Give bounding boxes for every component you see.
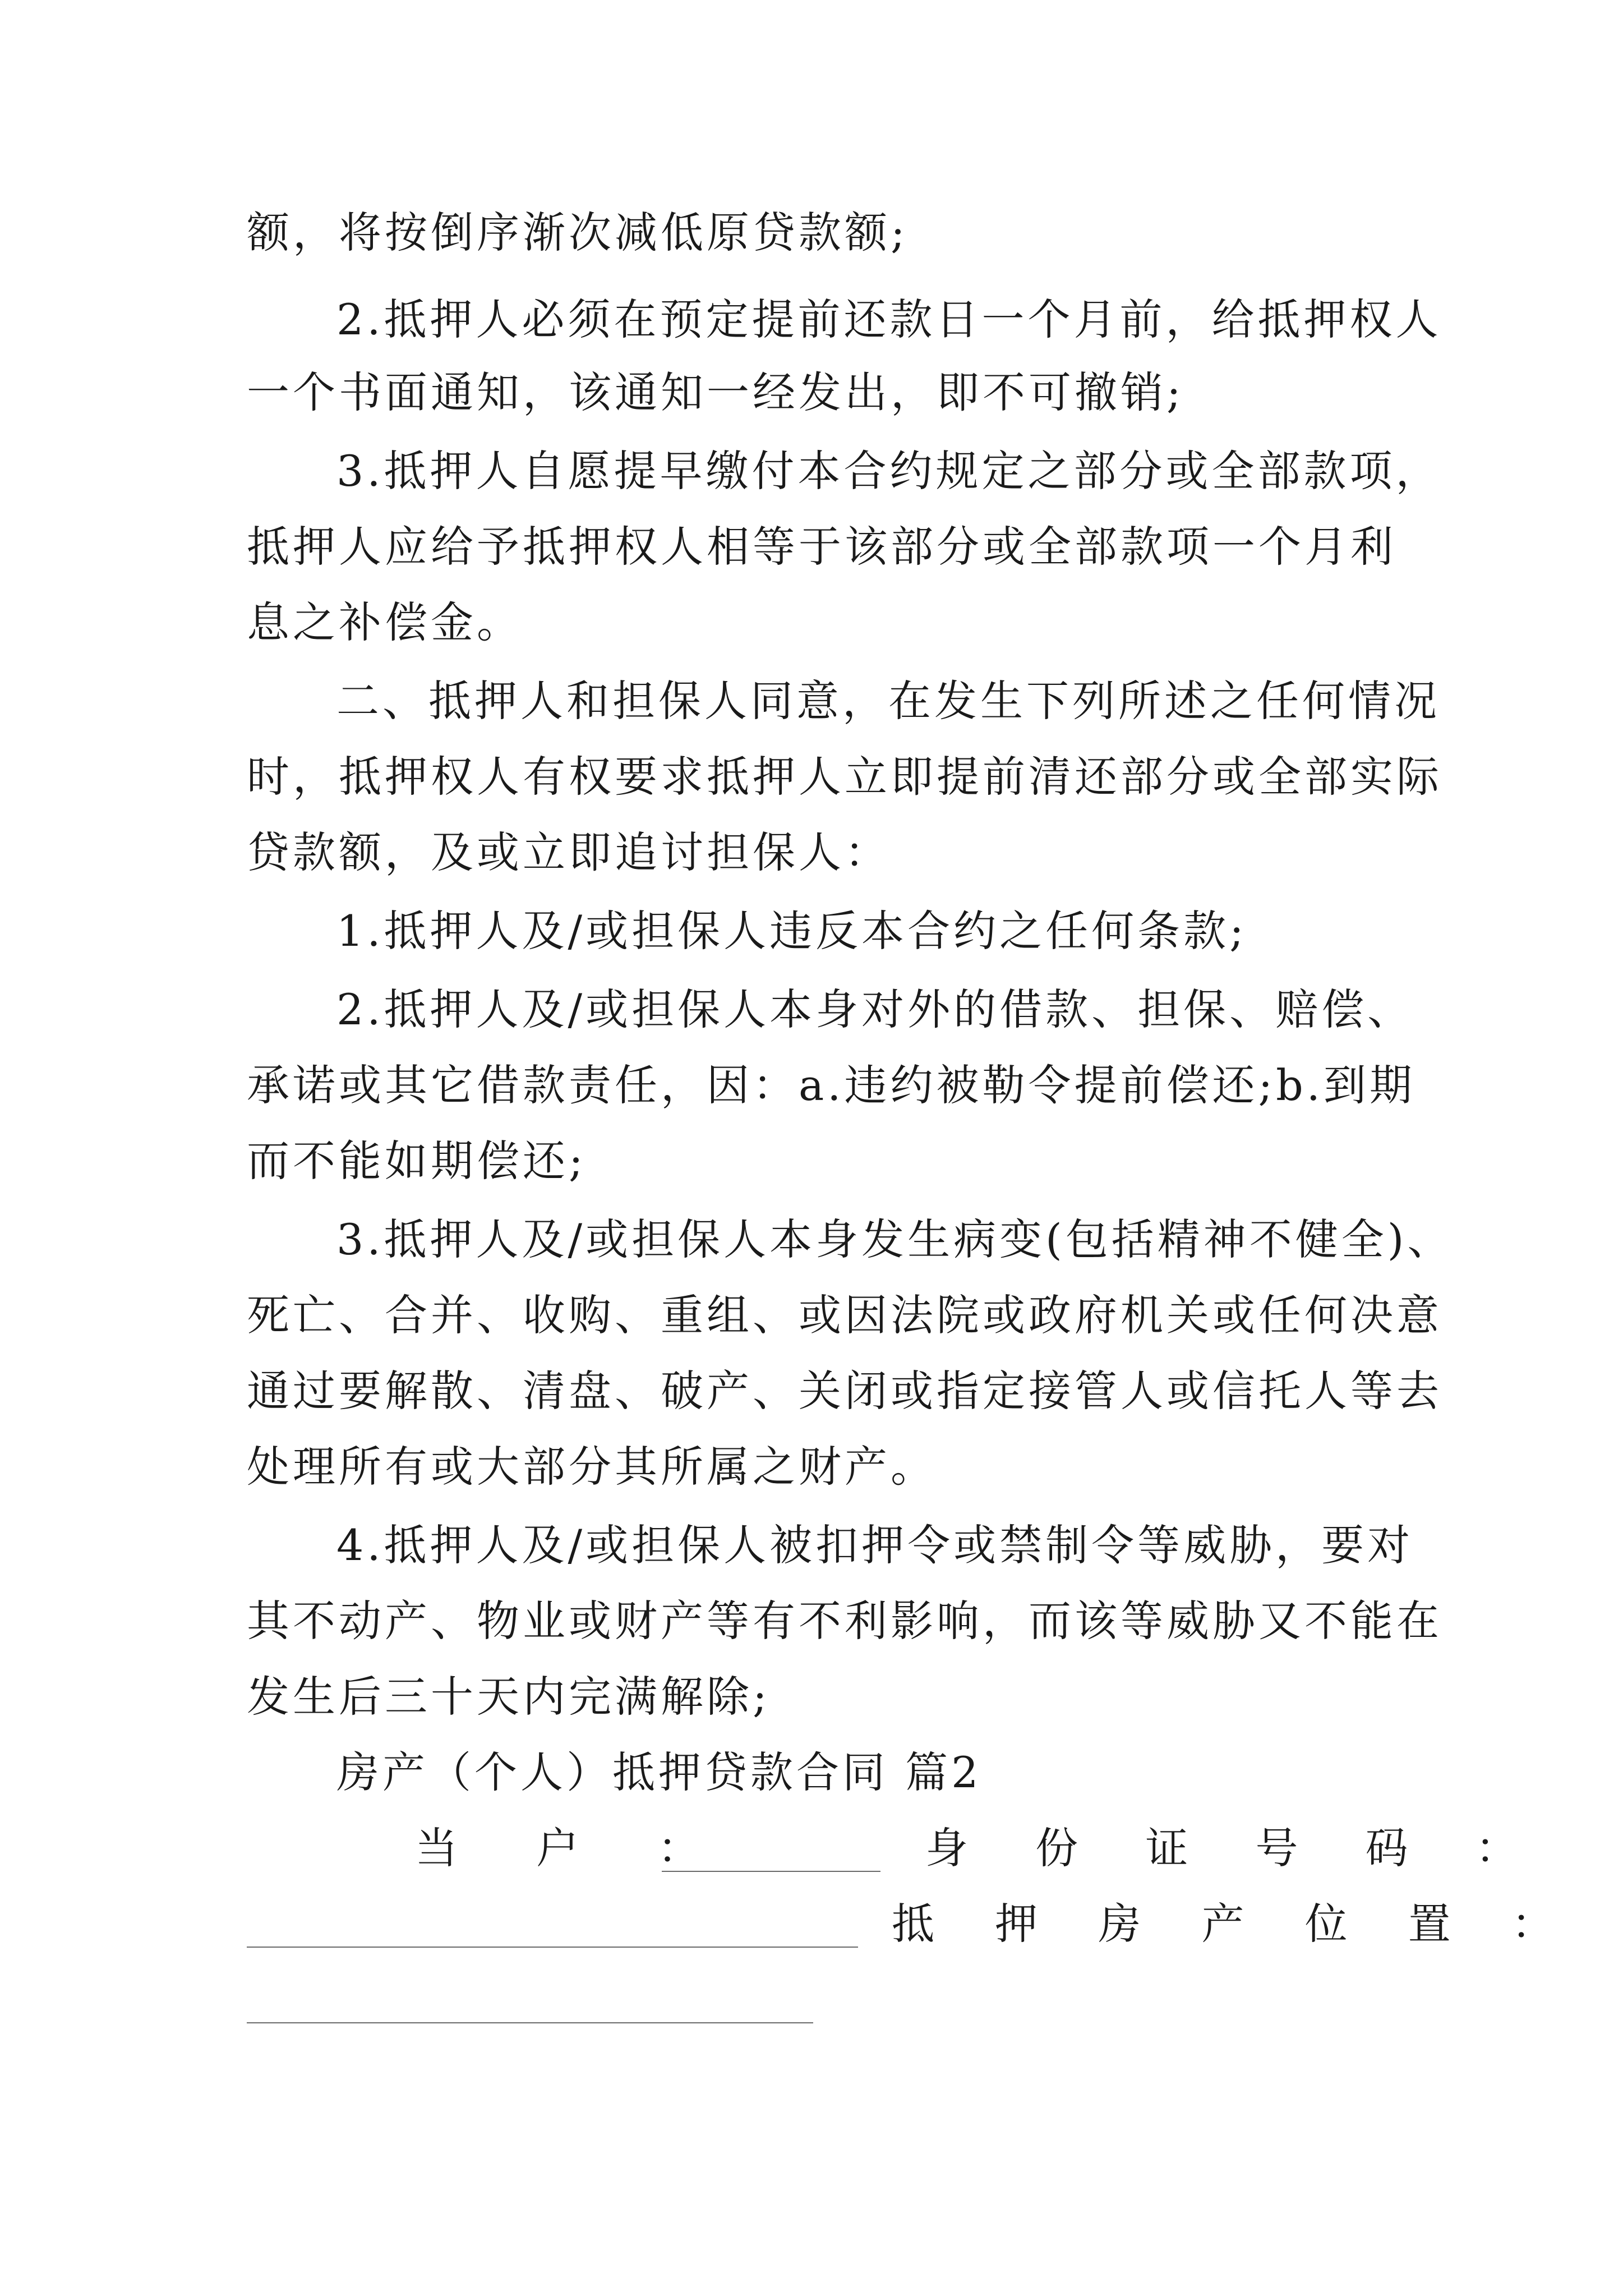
text-line: 一个书面通知，该通知一经发出，即不可撤销; (247, 367, 1184, 417)
text-line: 其不动产、物业或财产等有不利影响，而该等威胁又不能在 (247, 1596, 1442, 1646)
text-line: 抵押人应给予抵押权人相等于该部分或全部款项一个月利 (247, 522, 1396, 572)
clause-3-line: 3.抵押人自愿提早缴付本合约规定之部分或全部款项， (336, 446, 1442, 496)
clause-4-line: 4.抵押人及/或担保人被扣押令或禁制令等威胁，要对 (336, 1520, 1414, 1570)
property-location-label: 抵 押 房 产 位 置 ： (892, 1899, 1578, 1949)
party-blank[interactable] (662, 1871, 880, 1872)
party-label: 当 户 ： (415, 1823, 733, 1873)
clause-2-line: 2.抵押人必须在预定提前还款日一个月前，给抵押权人 (336, 295, 1442, 344)
clause-3-line: 3.抵押人及/或担保人本身发生病变(包括精神不健全)、 (336, 1214, 1454, 1264)
text-line: 通过要解散、清盘、破产、关闭或指定接管人或信托人等去 (247, 1366, 1442, 1416)
text-line: 贷款额，及或立即追讨担保人： (247, 827, 891, 877)
text-line: 息之补偿金。 (247, 597, 523, 647)
text-line: 处理所有或大部分其所属之财产。 (247, 1442, 937, 1492)
id-number-label: 身 份 证 号 码 ： (925, 1823, 1545, 1873)
clause-2-line: 2.抵押人及/或担保人本身对外的借款、担保、赔偿、 (336, 984, 1414, 1034)
property-location-blank[interactable] (247, 2022, 813, 2023)
text-line: 死亡、合并、收购、重组、或因法院或政府机关或任何决意 (247, 1290, 1442, 1340)
text-line: 时，抵押权人有权要求抵押人立即提前清还部分或全部实际 (247, 752, 1442, 802)
text-line: 而不能如期偿还; (247, 1136, 587, 1186)
text-line: 承诺或其它借款责任，因：a.违约被勒令提前偿还;b.到期 (247, 1060, 1415, 1110)
text-line: 额，将按倒序渐次减低原贷款额; (247, 208, 909, 257)
section-title: 房产（个人）抵押贷款合同 篇2 (336, 1747, 982, 1797)
text-line: 发生后三十天内完满解除; (247, 1672, 771, 1722)
id-number-blank[interactable] (247, 1947, 858, 1948)
section-2-heading-line: 二、抵押人和担保人同意，在发生下列所述之任何情况 (336, 676, 1440, 726)
clause-1-line: 1.抵押人及/或担保人违反本合约之任何条款; (336, 906, 1247, 956)
